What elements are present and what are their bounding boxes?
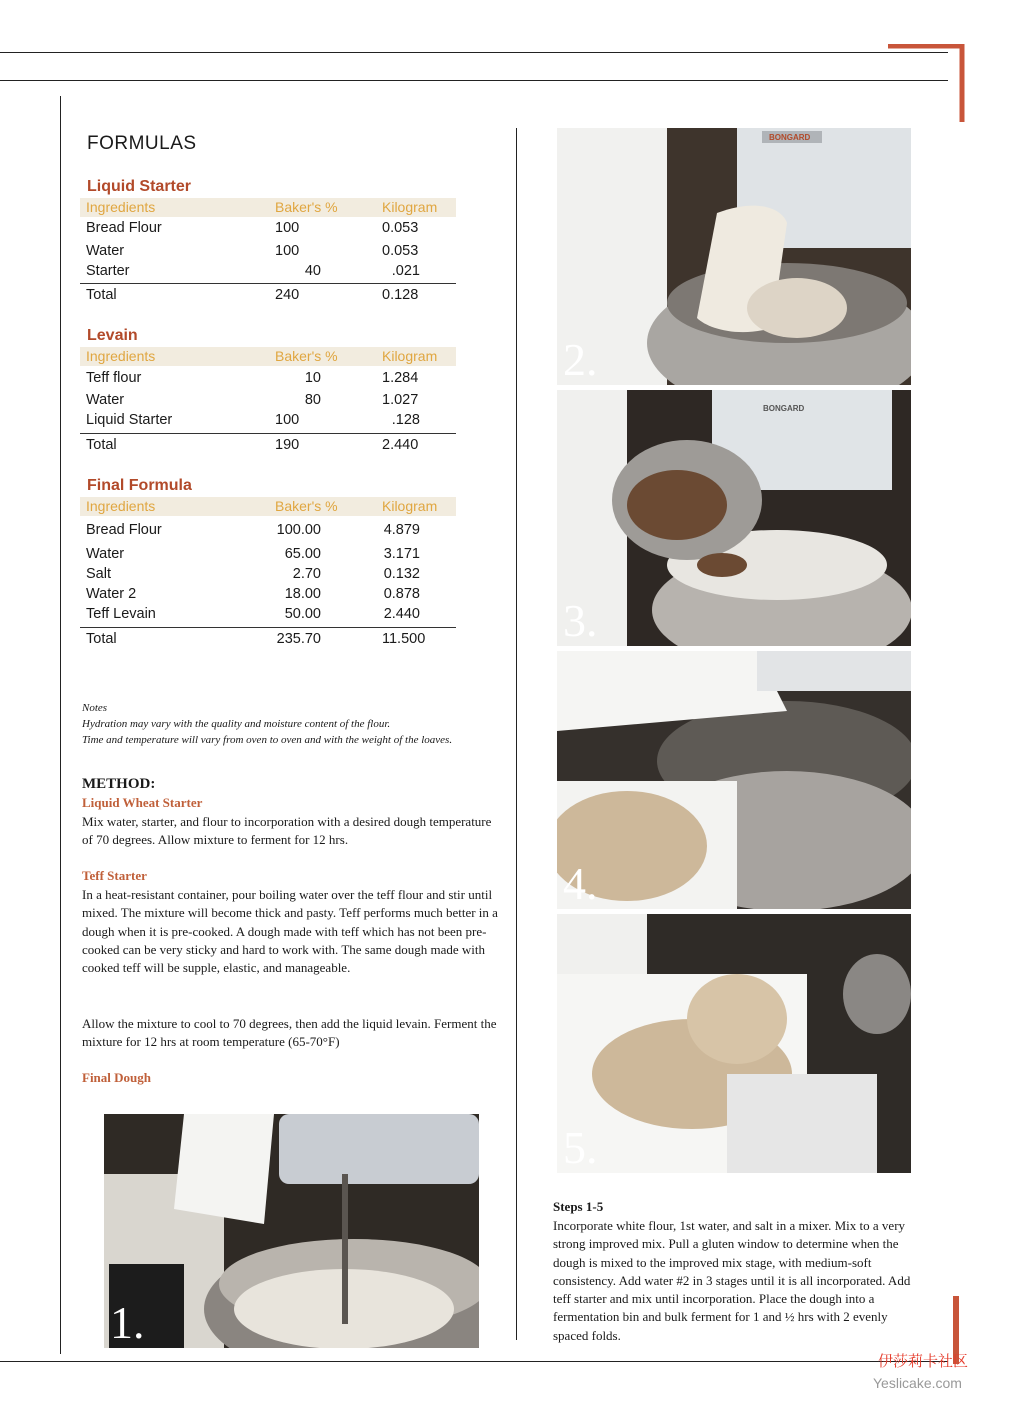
photo-step-1 (104, 1114, 479, 1348)
table-row: Water 65.00 3.171 (86, 546, 420, 562)
photo-4-number: 4. (563, 858, 598, 909)
notes-line: Time and temperature will vary from oven to oven and with the weight of the loaves. (82, 734, 453, 746)
photo-1-number: 1. (110, 1297, 145, 1348)
table-total-row: Total 240 0.128 (86, 287, 419, 303)
steps-text: Incorporate white flour, 1st water, and salt in a mixer. Mix to a very strong improved mix. Pull a gluten window to determine when the dough is mixed to the improved mix stage, with medium-soft consistency. Add water #2 in 3 stages until it is all incorporated. Add teff starter and mix until incorporation. Place the dough into a fermentation bin and bulk ferment for 1 and ½ hrs with 2 evenly spaced folds. (553, 1218, 911, 1343)
photo-4-illustration (557, 651, 911, 909)
table-row: Salt 2.70 0.132 (86, 566, 420, 582)
corner-mark-top (886, 44, 966, 124)
watermark-cn: 伊莎莉卡社区 (878, 1352, 969, 1370)
photo-3-illustration (557, 390, 911, 646)
bongard-logo: BONGARD (769, 133, 811, 142)
table-row: Water 100 0.053 (86, 243, 419, 259)
teff-starter-text: In a heat-resistant container, pour boiling water over the teff flour and stir until mixed. The mixture will become thick and pasty. Teff performs much better in a dough when it is pre-cooked. A dough made with teff which has not been pre-cooked can be very sticky and hard to work with. The same dough made with cooked teff will be supple, elastic, and manageable. (82, 887, 498, 976)
table-row: Bread Flour 100 0.053 (86, 220, 419, 236)
table-row: Liquid Starter 100 .128 (86, 412, 420, 428)
table-total-rule (80, 283, 456, 284)
steps-title: Steps 1-5 (553, 1199, 604, 1214)
table-total-row: Total 190 2.440 (86, 437, 419, 453)
final-formula-title: Final Formula (87, 477, 192, 494)
method-title: METHOD: (82, 776, 156, 792)
final-formula-header: Ingredients Baker's % Kilogram (80, 497, 456, 516)
left-margin-rule (60, 96, 61, 1354)
formulas-title: FORMULAS (87, 133, 197, 154)
photo-step-2 (557, 128, 911, 385)
teff-starter-heading: Teff Starter (82, 868, 147, 883)
levain-header: Ingredients Baker's % Kilogram (80, 347, 456, 366)
photo-step-4 (557, 651, 911, 909)
liquid-starter-header: Ingredients Baker's % Kilogram (80, 198, 456, 217)
top-rule (0, 52, 948, 53)
liquid-wheat-starter-text: Mix water, starter, and flour to incorporation with a desired dough temperature of 70 degrees. Allow mixture to ferment for 12 hrs. (82, 814, 492, 848)
column-divider (516, 128, 517, 1340)
photo-1-illustration (104, 1114, 479, 1348)
photo-5-illustration (557, 914, 911, 1173)
table-row: Starter 40 .021 (86, 263, 420, 279)
levain-title: Levain (87, 327, 138, 344)
photo-5-number: 5. (563, 1122, 598, 1173)
teff-starter-text-2: Allow the mixture to cool to 70 degrees, then add the liquid levain. Ferment the mixture for 12 hrs at room temperature (65-70°F) (82, 1016, 497, 1050)
photo-2-illustration (557, 128, 911, 385)
watermark-url: Yeslicake.com (873, 1375, 962, 1391)
notes-label: Notes (82, 702, 108, 714)
table-total-rule (80, 433, 456, 434)
photo-step-5 (557, 914, 911, 1173)
bottom-rule (0, 1361, 948, 1362)
notes-line: Hydration may vary with the quality and moisture content of the flour. (82, 718, 391, 730)
final-dough-heading: Final Dough (82, 1070, 151, 1085)
table-row: Teff Levain 50.00 2.440 (86, 606, 420, 622)
table-row: Water 2 18.00 0.878 (86, 586, 420, 602)
liquid-starter-title: Liquid Starter (87, 178, 192, 195)
photo-3-number: 3. (563, 595, 598, 646)
table-total-row: Total 235.70 11.500 (86, 631, 426, 647)
table-row: Teff flour 10 1.284 (86, 370, 419, 386)
photo-2-number: 2. (563, 334, 598, 385)
bongard-logo: BONGARD (763, 404, 805, 413)
table-row: Water 80 1.027 (86, 392, 419, 408)
table-row: Bread Flour 100.00 4.879 (86, 522, 420, 538)
photo-step-3 (557, 390, 911, 646)
liquid-wheat-starter-heading: Liquid Wheat Starter (82, 795, 203, 810)
table-total-rule (80, 627, 456, 628)
notes (82, 700, 452, 748)
second-rule (0, 80, 948, 81)
